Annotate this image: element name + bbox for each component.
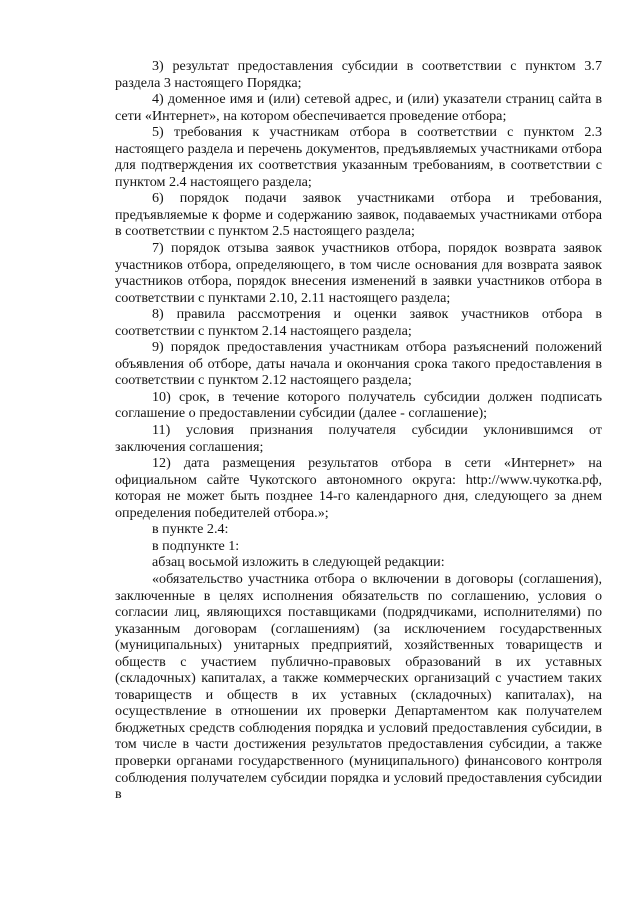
paragraph-4: 4) доменное имя и (или) сетевой адрес, и (или) указатели страниц сайта в сети «Интернет», на котором обеспечивается проведение отбора; (115, 91, 602, 124)
paragraph-10: 10) срок, в течение которого получатель субсидии должен подписать соглашение о предоставлении субсидии (далее - соглашение); (115, 388, 602, 422)
paragraph-5: 5) требования к участникам отбора в соответствии с пунктом 2.3 настоящего раздела и перечень документов, предъявляемых участниками отбора для подтверждения их соответствия указанным требованиям, в соответствии с пунктом 2.4 настоящего раздела; (115, 124, 602, 190)
paragraph-item-2-4: в пункте 2.4: (152, 521, 229, 538)
paragraph-8: 8) правила рассмотрения и оценки заявок участников отбора в соответствии с пунктом 2.14 настоящего раздела; (115, 306, 602, 339)
document-page (115, 58, 602, 803)
paragraph-11: 11) условия признания получателя субсидии уклонившимся от заключения соглашения; (115, 422, 602, 455)
paragraph-6: 6) порядок подачи заявок участниками отбора и требования, предъявляемые к форме и содержанию заявок, подаваемых участниками отбора в соответствии с пунктом 2.5 настоящего раздела; (115, 190, 602, 240)
paragraph-12: 12) дата размещения результатов отбора в сети «Интернет» на официальном сайте Чукотского автономного округа: http://www.чукотка.рф, которая не может быть позднее 14-го календарного дня, следующего за днем определения победителей отбора.»; (115, 455, 602, 521)
paragraph-3: 3) результат предоставления субсидии в соответствии с пунктом 3.7 раздела 3 настоящего Порядка; (115, 58, 602, 91)
paragraph-obligation: «обязательство участника отбора о включении в договоры (соглашения), заключенные в целях исполнения обязательств по соглашению, условия о согласии лиц, являющихся поставщиками (подрядчиками, исполнителями) по указанным договорам (соглашениям) (за исключением государственных (муниципальных) унитарных предприятий, хозяйственных товариществ и обществ с участием публично-правовых образований в их уставных (складочных) капиталах, а также коммерческих организаций с участием таких товариществ и обществ в их уставных (складочных) капиталах), на осуществление в отношении их проверки Департаментом как получателем бюджетных средств соблюдения порядка и условий предоставления субсидии, в том числе в части достижения результатов предоставления субсидии, а также проверки органами государственного (муниципального) финансового контроля соблюдения получателем субсидии порядка и условий предоставления субсидии в (115, 570, 602, 803)
paragraph-9: 9) порядок предоставления участникам отбора разъяснений положений объявления об отборе, даты начала и окончания срока такого предоставления в соответствии с пунктом 2.12 настоящего раздела; (115, 339, 602, 389)
paragraph-subitem-1: в подпункте 1: (152, 537, 240, 554)
paragraph-7: 7) порядок отзыва заявок участников отбора, порядок возврата заявок участников отбора, определяющего, в том числе основания для возврата заявок участников отбора, порядок внесения изменений в заявки участников отбора в соответствии с пунктами 2.10, 2.11 настоящего раздела; (115, 240, 602, 306)
paragraph-instruction: абзац восьмой изложить в следующей редакции: (152, 554, 445, 571)
